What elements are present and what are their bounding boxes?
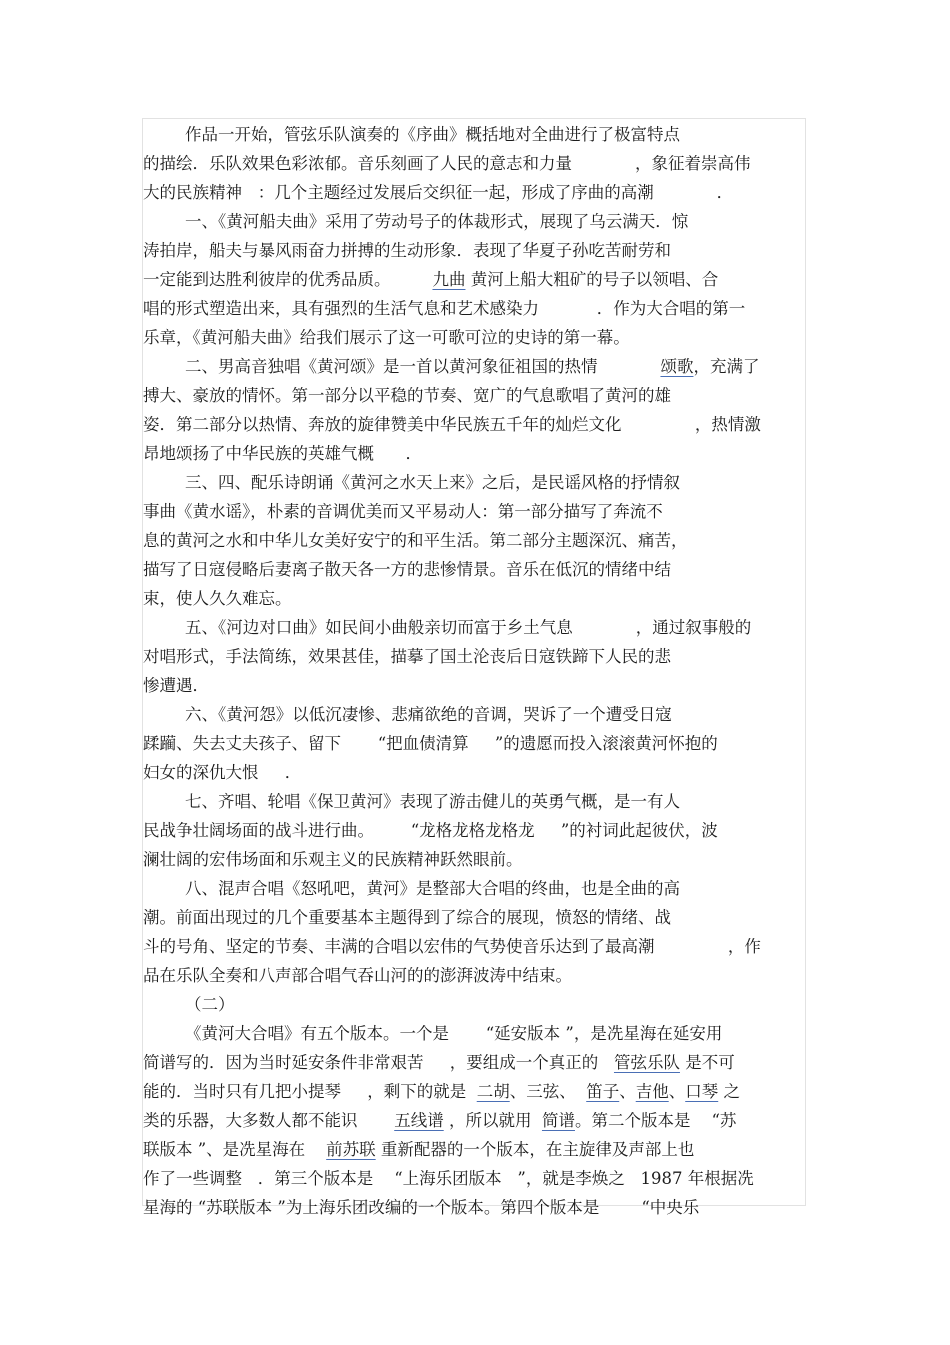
text-segment: 作了一些调整 ．第三个版本是 “上海乐团版本 ”，就是李焕之 1987 年根据冼	[143, 1169, 754, 1188]
text-segment: 惨遭遇．	[143, 676, 209, 695]
text-segment: 黄河上船大粗矿的号子以领唱、合	[465, 270, 719, 289]
text-segment: 、三弦、	[509, 1082, 587, 1101]
text-line	[143, 410, 807, 439]
text-segment: 妇女的深仇大恨 ．	[143, 763, 302, 782]
keyword-link[interactable]: 笛子	[586, 1082, 620, 1101]
text-segment: 六、《黄河怨》以低沉凄惨、悲痛欲绝的音调，哭诉了一个遭受日寇	[185, 705, 672, 724]
text-segment: 、	[619, 1082, 636, 1101]
text-line	[143, 439, 807, 468]
keyword-link[interactable]: 九曲	[432, 270, 466, 289]
text-line	[143, 1193, 807, 1222]
text-segment: 八、混声合唱《怒吼吧，黄河》是整部大合唱的终曲，也是全曲的高	[185, 879, 680, 898]
text-line	[143, 207, 807, 236]
text-segment: 蹂躏、失去丈夫孩子、留下 “把血债清算 ”的遗愿而投入滚滚黄河怀抱的	[143, 734, 718, 753]
text-segment: 民战争壮阔场面的战斗进行曲。 “龙格龙格龙格龙 ”的衬词此起彼伏，波	[143, 821, 718, 840]
text-segment: 大的民族精神 ：几个主题经过发展后交织征一起，形成了序曲的高潮 ．	[143, 183, 734, 202]
text-segment: 联版本 ”、是冼星海在	[143, 1140, 327, 1159]
keyword-link[interactable]: 颂歌	[660, 357, 694, 376]
text-segment: 束，使人久久难忘。	[143, 589, 292, 608]
text-line	[143, 1135, 807, 1164]
text-segment: 对唱形式，手法简练，效果甚佳，描摹了国土沦丧后日寇铁蹄下人民的悲	[143, 647, 671, 666]
text-segment: 潮。前面出现过的几个重要基本主题得到了综合的展现，愤怒的情绪、战	[143, 908, 671, 927]
text-line	[143, 671, 807, 700]
text-segment: 唱的形式塑造出来，具有强烈的生活气息和艺术感染力 ．作为大合唱的第一	[143, 299, 746, 318]
text-line	[143, 700, 807, 729]
text-segment: 斗的号角、坚定的节奏、丰满的合唱以宏伟的气势使音乐达到了最高潮 ，作	[143, 937, 761, 956]
text-segment: 一定能到达胜利彼岸的优秀品质。	[143, 270, 433, 289]
text-line	[143, 845, 807, 874]
text-line	[143, 613, 807, 642]
keyword-link[interactable]: 二胡	[476, 1082, 510, 1101]
text-segment: 搏大、豪放的情怀。第一部分以平稳的节奏、宽广的气息歌唱了黄河的雄	[143, 386, 671, 405]
text-segment: 是不可	[679, 1053, 735, 1072]
text-segment: ，充满了	[693, 357, 760, 376]
text-line	[143, 120, 807, 149]
text-line	[143, 526, 807, 555]
text-segment: 品在乐队全奏和八声部合唱气吞山河的的澎湃波涛中结束。	[143, 966, 572, 985]
text-segment: 昂地颂扬了中华民族的英雄气概 ．	[143, 444, 422, 463]
text-segment: （二）	[185, 995, 235, 1014]
keyword-link[interactable]: 管弦乐队	[613, 1053, 680, 1072]
text-segment: 五、《河边对口曲》如民间小曲般亲切而富于乡土气息 ，通过叙事般的	[185, 618, 752, 637]
text-segment: 星海的 “苏联版本 ”为上海乐团改编的一个版本。第四个版本是 “中央乐	[143, 1198, 700, 1217]
text-line	[143, 758, 807, 787]
text-segment: 《黄河大合唱》有五个版本。一个是 “延安版本 ”，是冼星海在延安用	[185, 1024, 723, 1043]
text-segment: 七、齐唱、轮唱《保卫黄河》表现了游击健儿的英勇气概，是一有人	[185, 792, 680, 811]
text-segment: 重新配器的一个版本，在主旋律及声部上也	[375, 1140, 695, 1159]
text-segment: 涛拍岸，船夫与暴风雨奋力拼搏的生动形象．表现了华夏子孙吃苦耐劳和	[143, 241, 671, 260]
text-line	[143, 1019, 807, 1048]
text-line	[143, 178, 807, 207]
text-line	[143, 787, 807, 816]
text-segment: 。第二个版本是 “苏	[574, 1111, 737, 1130]
keyword-link[interactable]: 五线谱	[394, 1111, 444, 1130]
text-line	[143, 584, 807, 613]
keyword-link[interactable]: 前苏联	[326, 1140, 376, 1159]
text-segment: 二、男高音独唱《黄河颂》是一首以黄河象征祖国的热情	[185, 357, 661, 376]
text-line	[143, 961, 807, 990]
text-line	[143, 874, 807, 903]
text-segment: 三、四、配乐诗朗诵《黄河之水天上来》之后，是民谣风格的抒情叙	[185, 473, 680, 492]
text-line	[143, 932, 807, 961]
text-line	[143, 149, 807, 178]
text-segment: 能的．当时只有几把小提琴 ，剩下的就是	[143, 1082, 477, 1101]
text-line	[143, 642, 807, 671]
text-segment: ，所以就用	[443, 1111, 542, 1130]
text-line	[143, 294, 807, 323]
text-line	[143, 265, 807, 294]
text-segment: 类的乐器，大多数人都不能识	[143, 1111, 395, 1130]
text-segment: 描写了日寇侵略后妻离子散天各一方的悲惨情景。音乐在低沉的情绪中结	[143, 560, 671, 579]
text-line	[143, 990, 807, 1019]
text-segment: 事曲《黄水谣》，朴素的音调优美而又平易动人：第一部分描写了奔流不	[143, 502, 663, 521]
text-line	[143, 497, 807, 526]
text-segment: 之	[718, 1082, 740, 1101]
text-line	[143, 1106, 807, 1135]
text-line	[143, 1048, 807, 1077]
text-line	[143, 729, 807, 758]
text-line	[143, 468, 807, 497]
text-line	[143, 816, 807, 845]
text-segment: 姿．第二部分以热情、奔放的旋律赞美中华民族五千年的灿烂文化 ，热情激	[143, 415, 761, 434]
text-line	[143, 323, 807, 352]
keyword-link[interactable]: 吉他	[635, 1082, 669, 1101]
text-line	[143, 1077, 807, 1106]
text-segment: 、	[668, 1082, 686, 1101]
keyword-link[interactable]: 简谱	[541, 1111, 575, 1130]
text-segment: 澜壮阔的宏伟场面和乐观主义的民族精神跃然眼前。	[143, 850, 523, 869]
text-segment: 的描绘．乐队效果色彩浓郁。音乐刻画了人民的意志和力量 ，象征着崇高伟	[143, 154, 751, 173]
text-segment: 息的黄河之水和中华儿女美好安宁的和平生活。第二部分主题深沉、痛苦，	[143, 531, 688, 550]
text-line	[143, 1164, 807, 1193]
text-line	[143, 555, 807, 584]
keyword-link[interactable]: 口琴	[685, 1082, 719, 1101]
text-line	[143, 903, 807, 932]
text-line	[143, 352, 807, 381]
document-body	[143, 120, 807, 1222]
text-segment: 一、《黄河船夫曲》采用了劳动号子的体裁形式，展现了乌云满天．惊	[185, 212, 689, 231]
text-segment: 乐章，《黄河船夫曲》给我们展示了这一可歌可泣的史诗的第一幕。	[143, 328, 630, 347]
text-line	[143, 236, 807, 265]
text-segment: 作品一开始，管弦乐队演奏的《序曲》概括地对全曲进行了极富特点	[185, 125, 680, 144]
text-segment: 简谱写的．因为当时延安条件非常艰苦 ，要组成一个真正的	[143, 1053, 614, 1072]
text-line	[143, 381, 807, 410]
